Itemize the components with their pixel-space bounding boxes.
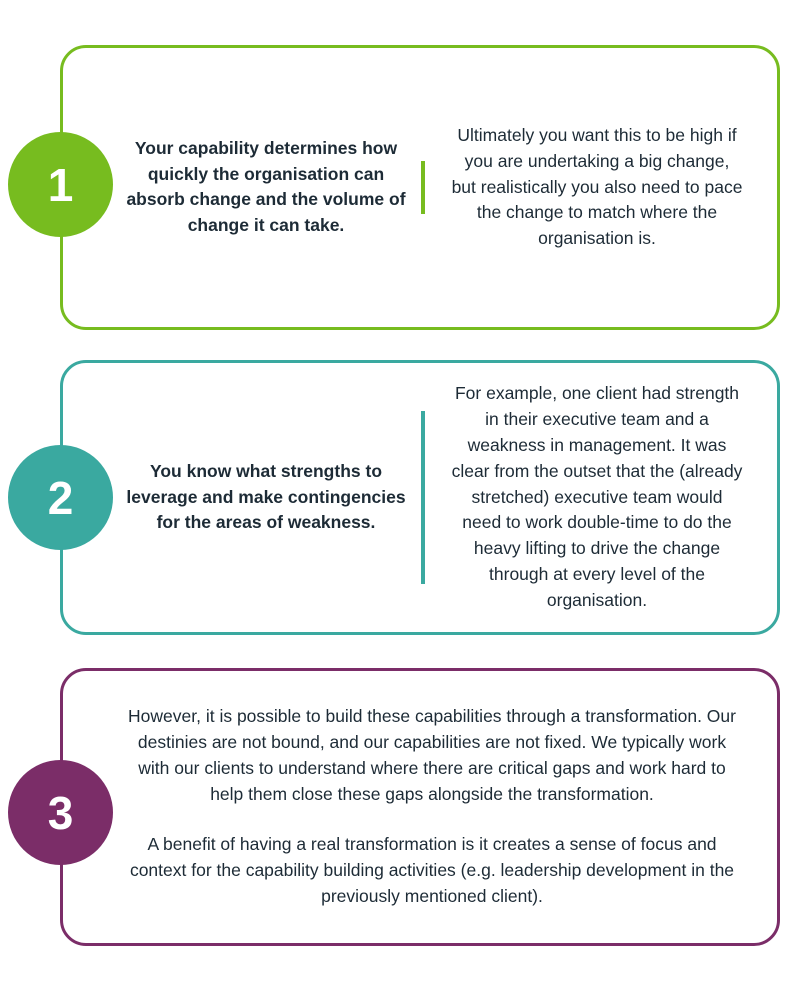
card-3-body-column [63, 704, 777, 909]
card-1-heading: Your capability determines how quickly the organisation can absorb change and the volume of change it can take. [126, 138, 406, 236]
card-3-body-paragraph-2: A benefit of having a real transformation is it creates a sense of focus and context for the capability building activities (e.g. leadership development in the previously mentioned client). [129, 833, 735, 906]
callout-card-3 [60, 668, 780, 946]
card-2-columns [63, 381, 777, 614]
card-2-heading-column [121, 381, 421, 614]
card-1-heading-column [121, 123, 421, 252]
card-3-body-paragraph-1: However, it is possible to build these capabilities through a transformation. Our destinies are not bound, and our capabilities are not fixed. We typically work with our clients to understand where there are critical gaps and work hard to help them close these gaps alongside the transformation. [128, 706, 736, 805]
card-3-number-badge [8, 760, 113, 865]
card-3-number: 3 [47, 786, 74, 839]
card-1-number: 1 [47, 158, 74, 211]
callout-card-1 [60, 45, 780, 330]
card-2-heading: You know what strengths to leverage and make contingencies for the areas of weakness. [126, 460, 406, 533]
card-1-body-column [425, 123, 743, 252]
card-1-body-text: Ultimately you want this to be high if you are undertaking a big change, but realistically you also need to pace the change to match where the organisation is. [451, 124, 743, 249]
card-1-columns [63, 123, 777, 252]
card-2-body-text: For example, one client had strength in their executive team and a weakness in management. It was clear from the outset that the (already stretched) executive team would need to work double-time to do the heavy lifting to drive the change through at every level of the organisation. [451, 382, 743, 611]
card-2-number-badge [8, 445, 113, 550]
card-1-number-badge [8, 132, 113, 237]
card-2-body-column [425, 381, 743, 614]
callout-card-2 [60, 360, 780, 635]
card-2-number: 2 [47, 471, 74, 524]
